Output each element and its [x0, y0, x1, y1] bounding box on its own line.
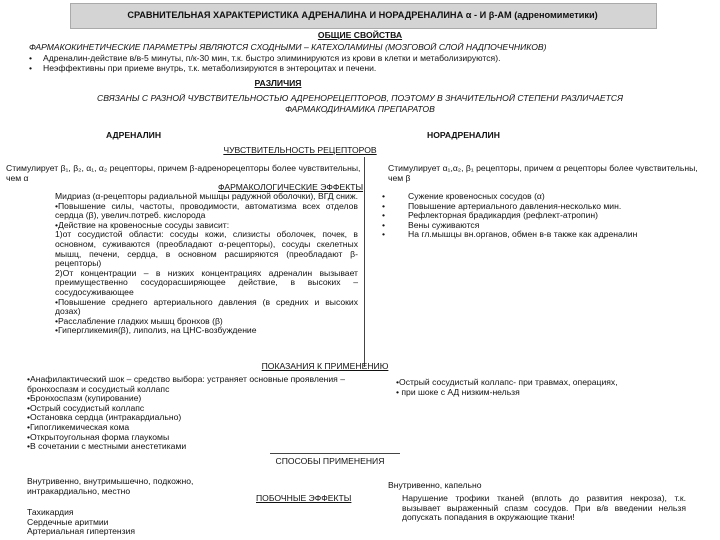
list-item: • Неэффективны при приеме внутрь, т.к. метаболизируются в энтероцитах и печени.	[29, 64, 709, 74]
column-heading-adrenaline: АДРЕНАЛИН	[106, 130, 162, 140]
indication-item: •Открытоугольная форма глаукомы	[27, 431, 170, 442]
list-item: • Вены суживаются	[382, 221, 712, 231]
routes-adrenaline: Внутривенно, внутримышечно, подкожно, интракардиально, местно	[27, 476, 194, 496]
side-effects-heading: ПОБОЧНЫЕ ЭФФЕКТЫ	[256, 493, 352, 503]
side-effect-item: Тахикардия	[27, 507, 74, 517]
section-divider	[270, 453, 400, 454]
general-bullet-list	[29, 54, 709, 73]
effects-noradrenaline	[382, 192, 712, 240]
effect-item: •Гипергликемия(β), липолиз, на ЦНС-возбуждение	[55, 325, 257, 336]
list-item: • На гл.мышцы вн.органов, обмен в-в также как адреналин	[382, 230, 712, 240]
indication-item: •Бронхоспазм (купирование)	[27, 393, 142, 404]
indication-item: •Острый сосудистый коллапс	[27, 402, 145, 413]
effect-item: •Действие на кровеносные сосуды зависит:	[55, 219, 230, 230]
general-heading: ОБЩИЕ СВОЙСТВА	[317, 30, 403, 40]
list-item: • Повышение артериального давления-несколько мин.	[382, 202, 712, 212]
effect-item: •Расслабление гладких мышц бронхов (β)	[55, 315, 223, 326]
receptors-adrenaline: Стимулирует β₁, β₂, α₁, α₂ рецепторы, причем β-адренорецепторы более чувствительны, чем α	[6, 163, 361, 183]
differences-lead-line2: ФАРМАКОДИНАМИКА ПРЕПАРАТОВ	[285, 104, 435, 114]
indication-item: •В сочетании с местными анестетиками	[27, 441, 187, 452]
indications-noradrenaline	[396, 378, 716, 397]
indications-heading: ПОКАЗАНИЯ К ПРИМЕНЕНИЮ	[261, 361, 389, 371]
list-item: • Сужение кровеносных сосудов (α)	[382, 192, 712, 202]
differences-lead-line1: СВЯЗАНЫ С РАЗНОЙ ЧУВСТВИТЕЛЬНОСТЬЮ АДРЕНОРЕЦЕПТОРОВ, ПОЭТОМУ В ЗНАЧИТЕЛЬНОЙ СТЕПЕНИ РАЗЛИЧАЕТСЯ	[97, 93, 623, 103]
side-effect-item: Артериальная гипертензия	[27, 526, 136, 537]
indications-adrenaline	[27, 375, 367, 452]
differences-heading: РАЗЛИЧИЯ	[254, 78, 302, 88]
effect-item: •Повышение среднего артериального давления (в средних и высоких дозах)	[55, 296, 358, 317]
indication-item: •Остановка сердца (интракардиально)	[27, 412, 182, 423]
indication-item: •Гипогликемическая кома	[27, 421, 130, 432]
effect-item: Мидриаз (α-рецепторы радиальной мышцы радужной оболочки), ВГД сниж.	[55, 191, 358, 201]
indication-item: •Анафилактический шок – средство выбора: устраняет основные проявления – бронхоспазм и сосудистый коллапс	[27, 374, 346, 394]
indication-item: • при шоке с АД низким-нельзя	[396, 386, 520, 397]
routes-noradrenaline: Внутривенно, капельно	[388, 480, 482, 490]
side-effect-item: Сердечные аритмии	[27, 516, 109, 527]
general-lead: ФАРМАКОКИНЕТИЧЕСКИЕ ПАРАМЕТРЫ ЯВЛЯЮТСЯ СХОДНЫМИ – КАТЕХОЛАМИНЫ (МОЗГОВОЙ СЛОЙ НАДПОЧЕЧНИКОВ)	[29, 42, 547, 52]
routes-heading: СПОСОБЫ ПРИМЕНЕНИЯ	[275, 456, 385, 466]
effects-adrenaline	[55, 192, 358, 336]
receptors-heading: ЧУВСТВИТЕЛЬНОСТЬ РЕЦЕПТОРОВ	[223, 145, 377, 155]
effect-item: 2)От концентрации – в низких концентрациях адреналин вызывает преимущественно сосудорасширяющее действие, в высоких – сосудосуживающее	[55, 267, 358, 297]
indication-item: •Острый сосудистый коллапс- при травмах, операциях,	[396, 377, 618, 387]
receptors-noradrenaline: Стимулирует α₁,α₂, β₁ рецепторы, причем α рецепторы более чувствительны, чем β	[388, 163, 698, 183]
side-effects-noradrenaline: Нарушение трофики тканей (вплоть до развития некроза), т.к. вызывает выраженный спазм сосудов. При в/в введении нельзя допускать попадания в окружающие ткани!	[402, 493, 686, 523]
list-item: • Рефлекторная брадикардия (рефлект-атропин)	[382, 211, 712, 221]
effect-item: 1)от сосудистой области: сосуды кожи, слизисты оболочек, почек, в основном, суживаются (преобладают α-рецепторы), сосуды скелетных мышц, печени, сердца, в основном расширяются (преобладают β-рецепторы)	[55, 229, 358, 269]
effect-item: •Повышение силы, частоты, проводимости, автоматизма всех отделов сердца (β), увелич.потреб. кислорода	[55, 200, 358, 221]
page-title: СРАВНИТЕЛЬНАЯ ХАРАКТЕРИСТИКА АДРЕНАЛИНА И НОРАДРЕНАЛИНА α - И β-АМ (адреномиметики)	[127, 10, 598, 20]
column-heading-noradrenaline: НОРАДРЕНАЛИН	[427, 130, 500, 140]
side-effects-adrenaline	[27, 508, 227, 537]
list-item: • Адреналин-действие в/в-5 минуты, п/к-30 мин, т.к. быстро элиминируются из крови в клетки и метаболизируются).	[29, 54, 709, 64]
effects-heading: ФАРМАКОЛОГИЧЕСКИЕ ЭФФЕКТЫ	[218, 182, 364, 192]
